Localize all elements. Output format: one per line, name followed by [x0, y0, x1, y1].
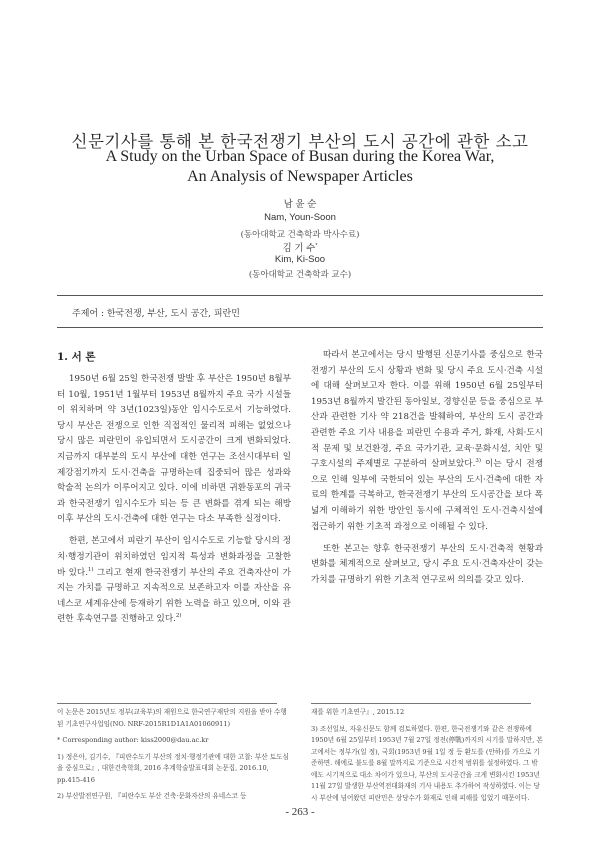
keywords-line: [72, 306, 240, 319]
footnote-ref-2: 2): [175, 613, 182, 620]
left-column: [57, 372, 291, 628]
title-english-line2: An Analysis of Newspaper Articles: [187, 168, 413, 185]
right-p1-text-a: 따라서 본고에서는 당시 발행된 신문기사를 중심으로 한국전쟁기 부산의 도시 상황과 변화 및 당시 주요 도시·건축 시설에 대해 살펴보고자 한다. 이를 위해 1950년 6월 25일부터 1953년 8월까지 발간된 동아일보, 경향신문 등을 중심으로 부산과 관련한 기사 약 218건을 발췌하여, 부산의 도시 공간과 관련한 주요 기사 내용을 피란민 수용과 주거, 화재, 사회·도시적 문제 및 보건환경, 주요 국가기관, 교육·문화시설, 치안 및 구호시설의 주제별로 구분하여 살펴보았다.: [311, 350, 543, 470]
footnote-ref-1: 1): [87, 566, 94, 573]
footnote-ref-3: 3): [475, 458, 481, 465]
right-footnote-rule: [311, 703, 531, 704]
keywords-top-rule: [57, 295, 543, 296]
keywords-label: 주제어 :: [72, 309, 104, 319]
corresponding-mark: *: [315, 242, 318, 249]
author1-name-ko: 남 윤 순: [283, 199, 317, 210]
title-english-line1: A Study on the Urban Space of Busan during the Korea War,: [105, 148, 495, 165]
author2-name-ko: 김 기 수: [282, 243, 316, 254]
funding-note: 이 논문은 2015년도 정부(교육부)의 재원으로 한국연구재단의 지원을 받아 수행된 기초연구사업임(NO. NRF-2015R1D1A1A01060911): [57, 708, 287, 728]
left-paragraph-2: [57, 534, 291, 628]
footnote-1: 1) 정은아, 김기수, 『피란수도기 부산의 정치·행정기관에 대한 고찰: 부산 토도심을 중심으로』, 대한건축학회, 2016 추계학술발표대회 논문집, 2016.10, pp.415-416: [57, 752, 289, 784]
right-p1-text-b: 이는 당시 전쟁으로 인해 일부에 국한되어 있는 부산의 도시·건축에 대한 자료의 한계를 극복하고, 한국전쟁기 부산의 도시공간을 보다 폭넓게 이해하기 위한 방안인 동시에 구체적인 도시·건축시설에 접근하기 위한 기초적 과정으로 이해될 수 있다.: [311, 459, 543, 532]
author1-name-en: Nam, Youn-Soon: [264, 212, 336, 223]
keywords-value: 한국전쟁, 부산, 도시 공간, 피란민: [106, 309, 240, 319]
footnote-2: 2) 부산발전연구원, 『피란수도 부산 건축·문화자산의 유네스코 등: [57, 792, 247, 800]
title-korean: 신문기사를 통해 본 한국전쟁기 부산의 도시 공간에 관한 소고: [71, 132, 529, 151]
left-p2-text-b: 그리고 현재 한국전쟁기 부산의 주요 건축자산이 가지는 가치를 규명하고 지속적으로 보존하고자 이를 자산을 유네스코 세계유산에 등재하기 위한 노력을 하고 있으며, 이와 관련한 후속연구를 진행하고 있다.: [57, 567, 291, 625]
right-column: [311, 348, 543, 588]
right-paragraph-1: [311, 348, 543, 535]
section-heading: 1. 서 론: [57, 351, 96, 363]
left-paragraph-1: 1950년 6월 25일 한국전쟁 발발 후 부산은 1950년 8월부터 10월, 1951년 1월부터 1953년 8월까지 주요 국가 시설들이 위치하며 약 3년(1023일)동안 임시수도로서 기능하였다. 당시 부산은 전쟁으로 인한 직접적인 물리적 피해는 없었으나 당시 많은 피란민이 유입되면서 도시공간이 크게 변화되었다. 지금까지 대부분의 도시 부산에 대한 연구는 조선시대부터 일제강점기까지 도시·건축을 규명하는데 집중되어 많은 성과와 학술적 논의가 이루어지고 있다. 이에 비하면 귀환동포의 귀국과 한국전쟁기 임시수도가 되는 등 큰 변화를 겪게 되는 해방 이후 부산의 도시·건축에 대한 연구는 다소 부족한 실정이다.: [57, 374, 291, 525]
author2-affiliation: (동아대학교 건축학과 교수): [248, 270, 352, 280]
left-footnotes: [57, 707, 291, 803]
footnote-2-continued: 재를 위한 기초연구』, 2015.12: [311, 708, 405, 716]
corresponding-author-note: * Corresponding author: kiss2000@dau.ac.kr: [57, 736, 209, 744]
keywords-bottom-rule: [57, 327, 543, 328]
right-paragraph-2: 또한 본고는 향후 한국전쟁기 부산의 도시·건축적 현황과 변화를 체계적으로 살펴보고, 당시 주요 도시·건축자산이 갖는 가치를 규명하기 위한 기초적 연구로써 의의를 갖고 있다.: [311, 543, 543, 585]
author2-name-en: Kim, Ki-Soo: [274, 254, 326, 265]
footnote-3: 3) 조선일보, 자유신문도 함께 검토하였다. 한편, 한국전쟁기와 같은 전쟁하에 1950년 6월 25일부터 1953년 7월 27일 정전(停戰)까지의 시기를 말하지만, 본고에서는 정부가(일 정), 국회(1953년 9월 1일 정 등 환도를 (안하)를 가으로 기준하면. 해에로 불도를 8월 말까지로 기준으로 시간적 범위를 설정하였다. 그 밖에도 시기적으로 대소 차이가 있으나, 부산의 도시공간을 크게 변화시킨 1953년 11월 27일 발생한 부산역전대화재의 기사 내용도 추가하여 작성하였다. 이는 당시 부산에 넘어왔던 피란민은 상당수가 화재로 인해 피해를 입었기 때문이다.: [311, 724, 543, 802]
author1-affiliation: (동아대학교 건축학과 박사수료): [240, 230, 360, 240]
author2-name-ko-line: [0, 240, 600, 254]
left-p2-text-a: 한편, 본고에서 피란기 부산이 임시수도로 기능할 당시의 정치·행정기관이 위치하였던 임지적 특성과 변화과정을 고찰한 바 있다.: [57, 536, 291, 578]
left-footnote-rule: [57, 703, 277, 704]
page-number: - 263 -: [285, 806, 315, 818]
right-footnotes: [311, 707, 543, 804]
